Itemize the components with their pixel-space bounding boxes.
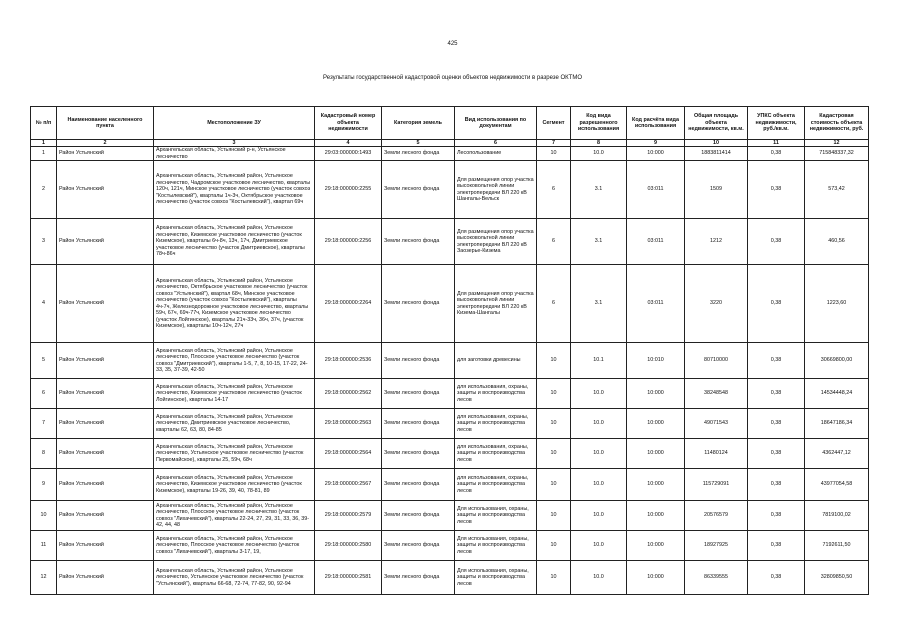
location-cell: Архангельская область, Устьянский район, Устьянское лесничество, Плосское участковое лесничество (участок совхоз "Лихачевский"), кварталы 22-24, 27, 29, 31, 33, 36, 39-42, 44, 48 xyxy=(154,501,315,531)
upks-cell: 0,38 xyxy=(748,343,805,379)
permitted-use-code-cell: 10.0 xyxy=(571,561,627,595)
segment-cell: 10 xyxy=(537,379,571,409)
usage-type-cell: Для размещения опор участка высоковольтной линии электропередачи ВЛ 220 кВ Шангалы-Вельск xyxy=(455,161,537,219)
calc-code-cell: 10:000 xyxy=(627,409,685,439)
locality-cell: Район Устьянский xyxy=(57,561,154,595)
cadastral-number-cell: 29:18:000000:2581 xyxy=(315,561,382,595)
column-index-cell: 3 xyxy=(154,140,315,147)
land-category-cell: Земли лесного фонда xyxy=(382,147,455,161)
land-category-cell: Земли лесного фонда xyxy=(382,439,455,469)
location-cell: Архангельская область, Устьянский район, Устьянское лесничество, Устьянское участковое лесничество (участок Первомайское), кварталы 25, 59ч, 68ч xyxy=(154,439,315,469)
upks-cell: 0,38 xyxy=(748,561,805,595)
usage-type-cell: Для использования, охраны, защиты и воспроизводства лесов xyxy=(455,501,537,531)
cadastral-value-cell: 460,56 xyxy=(805,219,869,265)
cadastral-value-cell: 32809850,50 xyxy=(805,561,869,595)
page-number: 425 xyxy=(447,41,458,47)
column-index-cell: 1 xyxy=(31,140,57,147)
segment-cell: 10 xyxy=(537,561,571,595)
segment-cell: 10 xyxy=(537,409,571,439)
calc-code-cell: 03:011 xyxy=(627,161,685,219)
table-row xyxy=(31,501,869,531)
segment-cell: 6 xyxy=(537,219,571,265)
cadastral-value-cell: 573,42 xyxy=(805,161,869,219)
row-number-cell: 8 xyxy=(31,439,57,469)
row-number-cell: 12 xyxy=(31,561,57,595)
permitted-use-code-cell: 3.1 xyxy=(571,161,627,219)
location-cell: Архангельская область, Устьянский район, Устьянское лесничество, Киземское участковое лесничество (участок Лойгинское), кварталы 14-17 xyxy=(154,379,315,409)
row-number-cell: 4 xyxy=(31,265,57,343)
location-cell: Архангельская область, Устьянский р-н, Устьянское лесничество xyxy=(154,147,315,161)
usage-type-cell: Для размещения опор участка высоковольтной линии электропередачи ВЛ 220 кВ Кизема-Шангалы xyxy=(455,265,537,343)
column-header: Код вида разрешенного использования xyxy=(571,107,627,140)
usage-type-cell: Лесопользование xyxy=(455,147,537,161)
row-number-cell: 5 xyxy=(31,343,57,379)
column-index-cell: 12 xyxy=(805,140,869,147)
location-cell: Архангельская область, Устьянский район, Устьянское лесничество, Дмитриевское участковое лесничество, кварталы 62, 63, 80, 84-85 xyxy=(154,409,315,439)
upks-cell: 0,38 xyxy=(748,469,805,501)
land-category-cell: Земли лесного фонда xyxy=(382,161,455,219)
segment-cell: 10 xyxy=(537,469,571,501)
table-row xyxy=(31,379,869,409)
column-header: Местоположение ЗУ xyxy=(154,107,315,140)
cadastral-number-cell: 29:18:000000:2255 xyxy=(315,161,382,219)
land-category-cell: Земли лесного фонда xyxy=(382,501,455,531)
cadastral-number-cell: 29:18:000000:2562 xyxy=(315,379,382,409)
table-row xyxy=(31,219,869,265)
column-header: УПКС объекта недвижимости, руб./кв.м. xyxy=(748,107,805,140)
segment-cell: 10 xyxy=(537,147,571,161)
cadastral-number-cell: 29:18:000000:2579 xyxy=(315,501,382,531)
land-category-cell: Земли лесного фонда xyxy=(382,561,455,595)
upks-cell: 0,38 xyxy=(748,161,805,219)
locality-cell: Район Устьянский xyxy=(57,265,154,343)
row-number-cell: 7 xyxy=(31,409,57,439)
area-cell: 11480124 xyxy=(685,439,748,469)
column-index-cell: 8 xyxy=(571,140,627,147)
segment-cell: 6 xyxy=(537,161,571,219)
table-row xyxy=(31,469,869,501)
location-cell: Архангельская область, Устьянский район, Устьянское лесничество, Октябрьское участковое лесничество (участок совхоз "Устьянский"), квартал 68ч, Минское участковое лесничество (участок совхоз "Костылевский"), кварталы 4ч-7ч, Железнодорожное участковое лесничество, кварталы 59ч, 67ч, 69ч-77ч, Киземское участковое лесничество (участок Лойгинское), кварталы 21ч-33ч, 36ч, 37ч, (участок Киземское), кварталы 10ч-12ч, 27ч xyxy=(154,265,315,343)
column-header: Вид использования по документам xyxy=(455,107,537,140)
calc-code-cell: 10:000 xyxy=(627,439,685,469)
column-header: Наименование населенного пункта xyxy=(57,107,154,140)
locality-cell: Район Устьянский xyxy=(57,409,154,439)
location-cell: Архангельская область, Устьянский район, Устьянское лесничество, Плосское участковое лесничество (участок совхоз "Дмитриевский"), кварталы 1-5, 7, 8, 10-15, 17-22, 24-33, 35, 37-39, 42-50 xyxy=(154,343,315,379)
upks-cell: 0,38 xyxy=(748,147,805,161)
segment-cell: 10 xyxy=(537,531,571,561)
upks-cell: 0,38 xyxy=(748,379,805,409)
column-header: Общая площадь объекта недвижимости, кв.м. xyxy=(685,107,748,140)
cadastral-number-cell: 29:03:000000:1493 xyxy=(315,147,382,161)
cadastral-value-cell: 4362447,12 xyxy=(805,439,869,469)
locality-cell: Район Устьянский xyxy=(57,469,154,501)
location-cell: Архангельская область, Устьянский район, Устьянское лесничество, Чадромское участковое лесничество, кварталы 120ч, 121ч, Минское участковое лесничество (участок совхоз "Костылевский"), кварталы 1ч-3ч, Октябрьское участковое лесничество (участок совхоз "Костылевский"), квартал 69ч xyxy=(154,161,315,219)
column-index-cell: 4 xyxy=(315,140,382,147)
page-title: Результаты государственной кадастровой оценки объектов недвижимости в разрезе ОКТМО xyxy=(323,75,582,81)
upks-cell: 0,38 xyxy=(748,265,805,343)
column-header: Кадастровый номер объекта недвижимости xyxy=(315,107,382,140)
table-row xyxy=(31,439,869,469)
locality-cell: Район Устьянский xyxy=(57,379,154,409)
usage-type-cell: Для размещения опор участка высоковольтной линии электропередачи ВЛ 220 кВ Заозерье-Кизема xyxy=(455,219,537,265)
cadastral-number-cell: 29:18:000000:2264 xyxy=(315,265,382,343)
table-row xyxy=(31,531,869,561)
upks-cell: 0,38 xyxy=(748,409,805,439)
location-cell: Архангельская область, Устьянский район, Устьянское лесничество, Плосское участковое лесничество (участок совхоз "Лихачевский"), кварталы 3-17, 19, xyxy=(154,531,315,561)
row-number-cell: 6 xyxy=(31,379,57,409)
row-number-cell: 1 xyxy=(31,147,57,161)
locality-cell: Район Устьянский xyxy=(57,147,154,161)
land-category-cell: Земли лесного фонда xyxy=(382,469,455,501)
cadastral-number-cell: 29:18:000000:2564 xyxy=(315,439,382,469)
cadastral-number-cell: 29:18:000000:2256 xyxy=(315,219,382,265)
permitted-use-code-cell: 3.1 xyxy=(571,219,627,265)
column-index-row xyxy=(31,140,869,147)
permitted-use-code-cell: 10.0 xyxy=(571,469,627,501)
land-category-cell: Земли лесного фонда xyxy=(382,343,455,379)
upks-cell: 0,38 xyxy=(748,439,805,469)
table-body xyxy=(31,140,869,595)
area-cell: 3220 xyxy=(685,265,748,343)
permitted-use-code-cell: 10.0 xyxy=(571,409,627,439)
permitted-use-code-cell: 3.1 xyxy=(571,265,627,343)
cadastral-value-cell: 7819100,02 xyxy=(805,501,869,531)
area-cell: 18927925 xyxy=(685,531,748,561)
permitted-use-code-cell: 10.0 xyxy=(571,531,627,561)
cadastral-value-cell: 1223,60 xyxy=(805,265,869,343)
permitted-use-code-cell: 10.0 xyxy=(571,501,627,531)
column-header: № п/п xyxy=(31,107,57,140)
cadastral-value-cell: 715848337,32 xyxy=(805,147,869,161)
area-cell: 115729091 xyxy=(685,469,748,501)
area-cell: 20576579 xyxy=(685,501,748,531)
locality-cell: Район Устьянский xyxy=(57,439,154,469)
row-number-cell: 3 xyxy=(31,219,57,265)
cadastral-value-cell: 18647186,34 xyxy=(805,409,869,439)
area-cell: 1883811414 xyxy=(685,147,748,161)
land-category-cell: Земли лесного фонда xyxy=(382,379,455,409)
land-category-cell: Земли лесного фонда xyxy=(382,409,455,439)
table-header-row xyxy=(31,107,869,140)
calc-code-cell: 10:000 xyxy=(627,147,685,161)
area-cell: 86339555 xyxy=(685,561,748,595)
cadastral-value-cell: 30669800,00 xyxy=(805,343,869,379)
row-number-cell: 11 xyxy=(31,531,57,561)
cadastral-number-cell: 29:18:000000:2536 xyxy=(315,343,382,379)
column-index-cell: 7 xyxy=(537,140,571,147)
permitted-use-code-cell: 10.0 xyxy=(571,147,627,161)
area-cell: 1212 xyxy=(685,219,748,265)
calc-code-cell: 10:010 xyxy=(627,343,685,379)
land-category-cell: Земли лесного фонда xyxy=(382,219,455,265)
usage-type-cell: Для использования, охраны, защиты и воспроизводства лесов xyxy=(455,531,537,561)
locality-cell: Район Устьянский xyxy=(57,161,154,219)
land-category-cell: Земли лесного фонда xyxy=(382,265,455,343)
location-cell: Архангельская область, Устьянский район, Устьянское лесничество, Киземское участковое лесничество (участок Киземское), кварталы 6ч-8ч, 13ч, 17ч, Дмитриевское участковое лесничество (участок Дмитриевское), кварталы 78ч-86ч xyxy=(154,219,315,265)
calc-code-cell: 10:000 xyxy=(627,531,685,561)
permitted-use-code-cell: 10.0 xyxy=(571,439,627,469)
segment-cell: 10 xyxy=(537,501,571,531)
usage-type-cell: для использования, охраны, защиты и воспроизводства лесов xyxy=(455,439,537,469)
table-row xyxy=(31,409,869,439)
cadastral-value-cell: 7192611,50 xyxy=(805,531,869,561)
locality-cell: Район Устьянский xyxy=(57,219,154,265)
cadastral-value-cell: 43977054,58 xyxy=(805,469,869,501)
locality-cell: Район Устьянский xyxy=(57,343,154,379)
table-row xyxy=(31,561,869,595)
calc-code-cell: 10:000 xyxy=(627,469,685,501)
land-category-cell: Земли лесного фонда xyxy=(382,531,455,561)
area-cell: 1509 xyxy=(685,161,748,219)
upks-cell: 0,38 xyxy=(748,501,805,531)
column-index-cell: 9 xyxy=(627,140,685,147)
column-header: Кадастровая стоимость объекта недвижимости, руб. xyxy=(805,107,869,140)
calc-code-cell: 03:011 xyxy=(627,265,685,343)
cadastral-number-cell: 29:18:000000:2563 xyxy=(315,409,382,439)
row-number-cell: 9 xyxy=(31,469,57,501)
upks-cell: 0,38 xyxy=(748,531,805,561)
column-header: Сегмент xyxy=(537,107,571,140)
table-row xyxy=(31,147,869,161)
column-header: Код расчёта вида использования xyxy=(627,107,685,140)
segment-cell: 10 xyxy=(537,343,571,379)
calc-code-cell: 10:000 xyxy=(627,501,685,531)
usage-type-cell: для заготовки древесины xyxy=(455,343,537,379)
cadastral-value-cell: 14534448,24 xyxy=(805,379,869,409)
column-header: Категория земель xyxy=(382,107,455,140)
column-index-cell: 10 xyxy=(685,140,748,147)
column-index-cell: 6 xyxy=(455,140,537,147)
row-number-cell: 10 xyxy=(31,501,57,531)
locality-cell: Район Устьянский xyxy=(57,531,154,561)
column-index-cell: 2 xyxy=(57,140,154,147)
upks-cell: 0,38 xyxy=(748,219,805,265)
column-index-cell: 11 xyxy=(748,140,805,147)
calc-code-cell: 10:000 xyxy=(627,561,685,595)
location-cell: Архангельская область, Устьянский район, Устьянское лесничество, Киземское участковое лесничество (участок Киземское), кварталы 19-26, 39, 40, 78-81, 89 xyxy=(154,469,315,501)
column-index-cell: 5 xyxy=(382,140,455,147)
area-cell: 80710000 xyxy=(685,343,748,379)
row-number-cell: 2 xyxy=(31,161,57,219)
location-cell: Архангельская область, Устьянский район, Устьянское лесничество, Устьянское участковое лесничество (участок "Устьянский"), кварталы 66-68, 72-74, 77-82, 90, 92-94 xyxy=(154,561,315,595)
calc-code-cell: 03:011 xyxy=(627,219,685,265)
locality-cell: Район Устьянский xyxy=(57,501,154,531)
usage-type-cell: для использования, охраны, защиты и воспроизводства лесов xyxy=(455,409,537,439)
table-row xyxy=(31,161,869,219)
cadastral-number-cell: 29:18:000000:2580 xyxy=(315,531,382,561)
cadastral-number-cell: 29:18:000000:2567 xyxy=(315,469,382,501)
area-cell: 38248548 xyxy=(685,379,748,409)
permitted-use-code-cell: 10.0 xyxy=(571,379,627,409)
usage-type-cell: для использования, охраны, защиты и воспроизводства лесов xyxy=(455,469,537,501)
usage-type-cell: Для использования, охраны, защиты и воспроизводства лесов xyxy=(455,561,537,595)
permitted-use-code-cell: 10.1 xyxy=(571,343,627,379)
usage-type-cell: для использования, охраны, защиты и воспроизводства лесов xyxy=(455,379,537,409)
segment-cell: 6 xyxy=(537,265,571,343)
valuation-table xyxy=(30,106,869,595)
table-row xyxy=(31,343,869,379)
area-cell: 49071543 xyxy=(685,409,748,439)
table-row xyxy=(31,265,869,343)
calc-code-cell: 10:000 xyxy=(627,379,685,409)
segment-cell: 10 xyxy=(537,439,571,469)
